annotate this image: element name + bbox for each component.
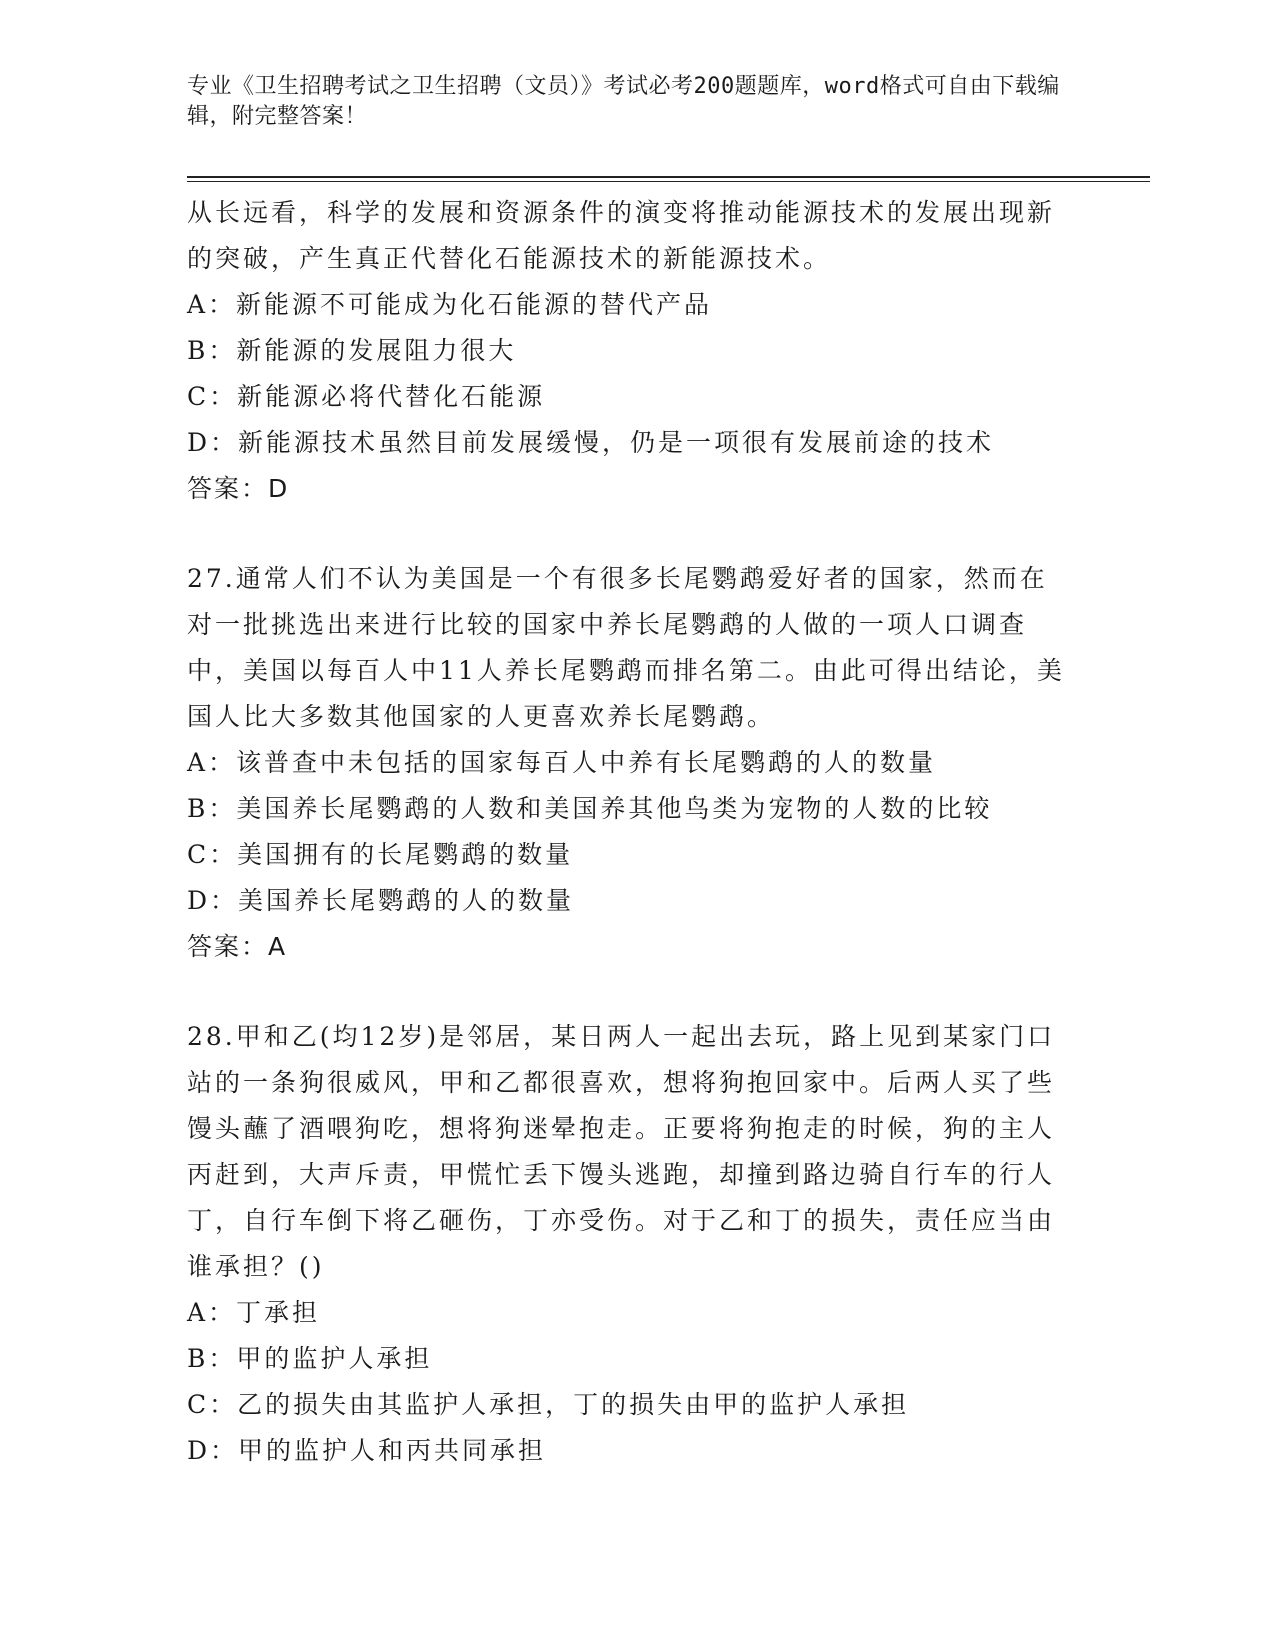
question-26	[187, 190, 1067, 512]
option-d: D：美国养长尾鹦鹉的人的数量	[187, 886, 575, 915]
option-c: C：美国拥有的长尾鹦鹉的数量	[187, 840, 574, 869]
answer-label: 答案：A	[187, 932, 288, 961]
question-stem: 28.甲和乙(均12岁)是邻居，某日两人一起出去玩，路上见到某家门口站的一条狗很威风，甲和乙都很喜欢，想将狗抱回家中。后两人买了些馒头蘸了酒喂狗吃，想将狗迷晕抱走。正要将狗抱走的时候，狗的主人丙赶到，大声斥责，甲慌忙丢下馒头逃跑，却撞到路边骑自行车的行人丁，自行车倒下将乙砸伤，丁亦受伤。对于乙和丁的损失，责任应当由谁承担？()	[187, 1022, 1056, 1281]
option-a: A：该普查中未包括的国家每百人中养有长尾鹦鹉的人的数量	[187, 748, 937, 777]
option-b: B：新能源的发展阻力很大	[187, 336, 517, 365]
question-stem: 27.通常人们不认为美国是一个有很多长尾鹦鹉爱好者的国家，然而在对一批挑选出来进行比较的国家中养长尾鹦鹉的人做的一项人口调查中，美国以每百人中11人养长尾鹦鹉而排名第二。由此可得出结论，美国人比大多数其他国家的人更喜欢养长尾鹦鹉。	[187, 564, 1065, 731]
answer-label: 答案：D	[187, 474, 290, 503]
option-b: B：甲的监护人承担	[187, 1344, 433, 1373]
document-header: 专业《卫生招聘考试之卫生招聘（文员）》考试必考200题题库，word格式可自由下载编辑，附完整答案！	[187, 74, 1060, 129]
option-b: B：美国养长尾鹦鹉的人数和美国养其他鸟类为宠物的人数的比较	[187, 794, 993, 823]
question-28	[187, 1014, 1067, 1474]
option-a: A：丁承担	[187, 1298, 321, 1327]
option-a: A：新能源不可能成为化石能源的替代产品	[187, 290, 713, 319]
question-27	[187, 556, 1067, 970]
option-c: C：新能源必将代替化石能源	[187, 382, 546, 411]
header-divider	[187, 176, 1150, 178]
option-d: D：新能源技术虽然目前发展缓慢，仍是一项很有发展前途的技术	[187, 428, 995, 457]
option-d: D：甲的监护人和丙共同承担	[187, 1436, 547, 1465]
spacer	[187, 970, 1067, 1014]
spacer	[187, 512, 1067, 556]
option-c: C：乙的损失由其监护人承担，丁的损失由甲的监护人承担	[187, 1390, 910, 1419]
document-body	[187, 190, 1067, 1474]
question-stem: 从长远看，科学的发展和资源条件的演变将推动能源技术的发展出现新的突破，产生真正代替化石能源技术的新能源技术。	[187, 198, 1056, 273]
header-divider-thin	[187, 181, 1150, 182]
